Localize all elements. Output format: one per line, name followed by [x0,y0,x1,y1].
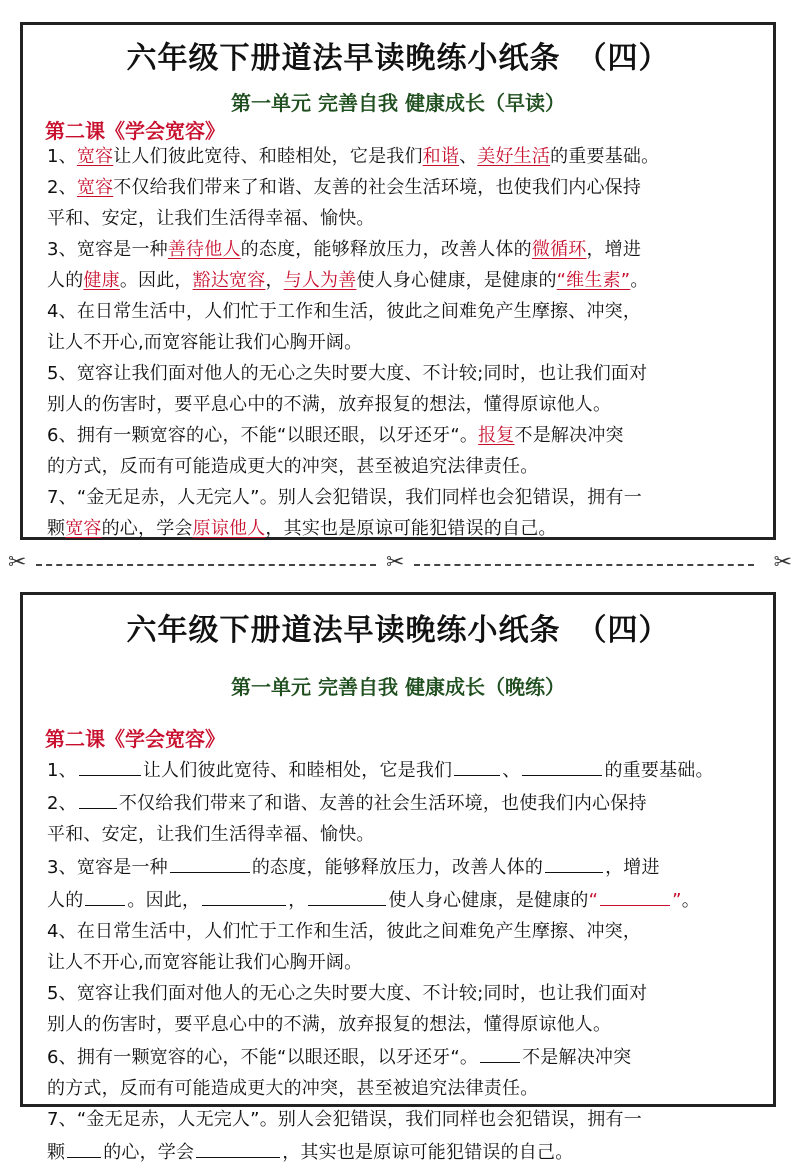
fill-blank[interactable] [196,1135,280,1158]
text-line: 的方式，反而有可能造成更大的冲突，甚至被追究法律责任。 [47,456,539,477]
text-line: 平和、安定，让我们生活得幸福、愉快。 [47,824,375,845]
text-line: 7、“金无足赤，人无完人”。别人会犯错误，我们同样也会犯错误，拥有一 [47,487,642,508]
text-line: 让人不开心,而宽容能让我们心胸开阔。 [47,332,363,353]
text-line: 6、拥有一颗宽容的心，不能“以眼还眼，以牙还牙“。报复不是解决冲突 [47,425,624,446]
text-line: 1、宽容让人们彼此宽待、和睦相处，它是我们和谐、美好生活的重要基础。 [47,146,660,167]
text-line: 人的健康。因此，豁达宽容，与人为善使人身心健康，是健康的“维生素”。 [47,270,649,291]
text-line: 4、在日常生活中，人们忙于工作和生活，彼此之间难免产生摩擦、冲突， [47,301,642,322]
cut-line [8,550,792,575]
fill-blank[interactable] [79,753,141,776]
scissors-icon: ✂ [773,550,792,575]
text-line: 别人的伤害时，要平息心中的不满，放弃报复的想法，懂得原谅他人。 [47,1014,612,1035]
text-line: 5、宽容让我们面对他人的无心之失时要大度、不计较;同时，也让我们面对 [47,363,648,384]
text-line: 7、“金无足赤，人无完人”。别人会犯错误，我们同样也会犯错误，拥有一 [47,1109,642,1130]
unit-subtitle: 第一单元 完善自我 健康成长（早读） [231,91,565,115]
fill-blank[interactable] [454,753,500,776]
fill-blank[interactable] [67,1135,101,1158]
fill-blank[interactable] [79,786,117,809]
fill-blank[interactable] [85,883,125,906]
unit-subtitle: 第一单元 完善自我 健康成长（晚练） [231,675,565,699]
fill-blank[interactable] [170,850,250,873]
evening-practice-card [20,592,776,1163]
practice-body [47,753,763,1168]
text-line: 人的 。因此， ， 使人身心健康，是健康的“ ”。 [47,883,763,916]
reading-body [47,141,763,544]
text-line: 平和、安定，让我们生活得幸福、愉快。 [47,208,375,229]
fill-blank[interactable] [545,850,603,873]
fill-blank[interactable] [480,1040,520,1063]
text-line: 2、宽容不仅给我们带来了和谐、友善的社会生活环境，也使我们内心保持 [47,177,642,198]
scissors-icon: ✂ [8,550,27,575]
fill-blank[interactable] [202,883,286,906]
text-line: 4、在日常生活中，人们忙于工作和生活，彼此之间难免产生摩擦、冲突， [47,921,642,942]
text-line: 让人不开心,而宽容能让我们心胸开阔。 [47,952,363,973]
text-line: 颗 的心，学会 ，其实也是原谅可能犯错误的自己。 [47,1135,763,1168]
page-title: 六年级下册道法早读晚练小纸条 （四） [126,613,670,648]
lesson-title: 第二课《学会宽容》 [45,727,225,751]
fill-blank[interactable] [600,883,670,906]
morning-reading-card [20,22,776,540]
text-line: 5、宽容让我们面对他人的无心之失时要大度、不计较;同时，也让我们面对 [47,983,648,1004]
text-line: 2、 不仅给我们带来了和谐、友善的社会生活环境，也使我们内心保持 [47,786,763,819]
text-line: 3、宽容是一种善待他人的态度，能够释放压力，改善人体的微循环，增进 [47,239,642,260]
lesson-title: 第二课《学会宽容》 [45,119,225,143]
fill-blank[interactable] [522,753,602,776]
page-title: 六年级下册道法早读晚练小纸条 （四） [126,41,670,76]
dashed-divider [36,564,376,566]
text-line: 1、 让人们彼此宽待、和睦相处，它是我们 、 的重要基础。 [47,753,763,786]
dashed-divider [414,564,754,566]
text-line: 别人的伤害时，要平息心中的不满，放弃报复的想法，懂得原谅他人。 [47,394,612,415]
text-line: 6、拥有一颗宽容的心，不能“以眼还眼，以牙还牙“。 不是解决冲突 [47,1040,763,1073]
text-line: 3、宽容是一种 的态度，能够释放压力，改善人体的 ，增进 [47,850,763,883]
text-line: 颗宽容的心，学会原谅他人，其实也是原谅可能犯错误的自己。 [47,518,557,539]
fill-blank[interactable] [308,883,386,906]
scissors-icon: ✂ [386,550,405,575]
text-line: 的方式，反而有可能造成更大的冲突，甚至被追究法律责任。 [47,1078,539,1099]
